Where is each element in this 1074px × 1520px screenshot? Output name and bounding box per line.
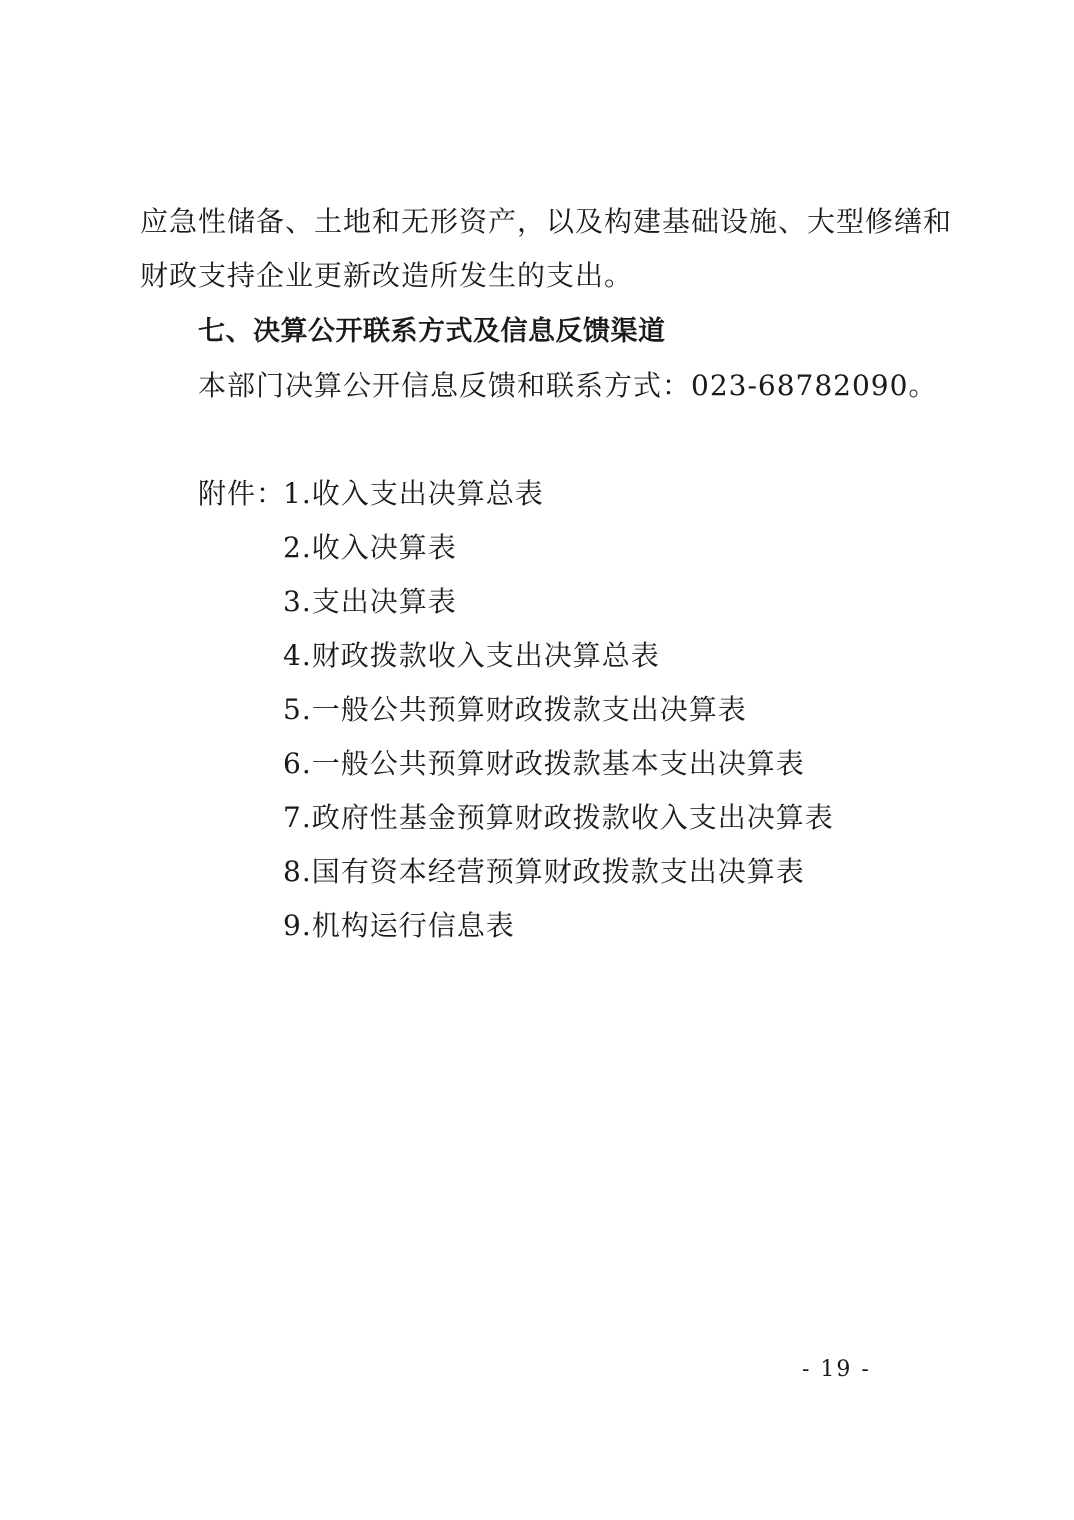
attachment-item: 1.收入支出决算总表 — [283, 477, 544, 510]
attachments-label: 附件： — [198, 477, 286, 510]
contact-info: 本部门决算公开信息反馈和联系方式：023-68782090。 — [198, 369, 938, 402]
attachment-item: 8.国有资本经营预算财政拨款支出决算表 — [283, 855, 805, 888]
attachment-item: 9.机构运行信息表 — [283, 909, 515, 942]
attachment-item: 7.政府性基金预算财政拨款收入支出决算表 — [283, 801, 834, 834]
section-heading: 七、决算公开联系方式及信息反馈渠道 — [198, 316, 666, 347]
attachment-item: 4.财政拨款收入支出决算总表 — [283, 639, 660, 672]
page-number: - 19 - — [802, 1357, 871, 1382]
attachment-item: 6.一般公共预算财政拨款基本支出决算表 — [283, 747, 805, 780]
attachment-item: 5.一般公共预算财政拨款支出决算表 — [283, 693, 747, 726]
paragraph-line-1: 应急性储备、土地和无形资产，以及构建基础设施、大型修缮和 — [140, 205, 953, 238]
paragraph-line-2: 财政支持企业更新改造所发生的支出。 — [140, 259, 634, 292]
attachment-item: 3.支出决算表 — [283, 585, 457, 618]
attachment-item: 2.收入决算表 — [283, 531, 457, 564]
